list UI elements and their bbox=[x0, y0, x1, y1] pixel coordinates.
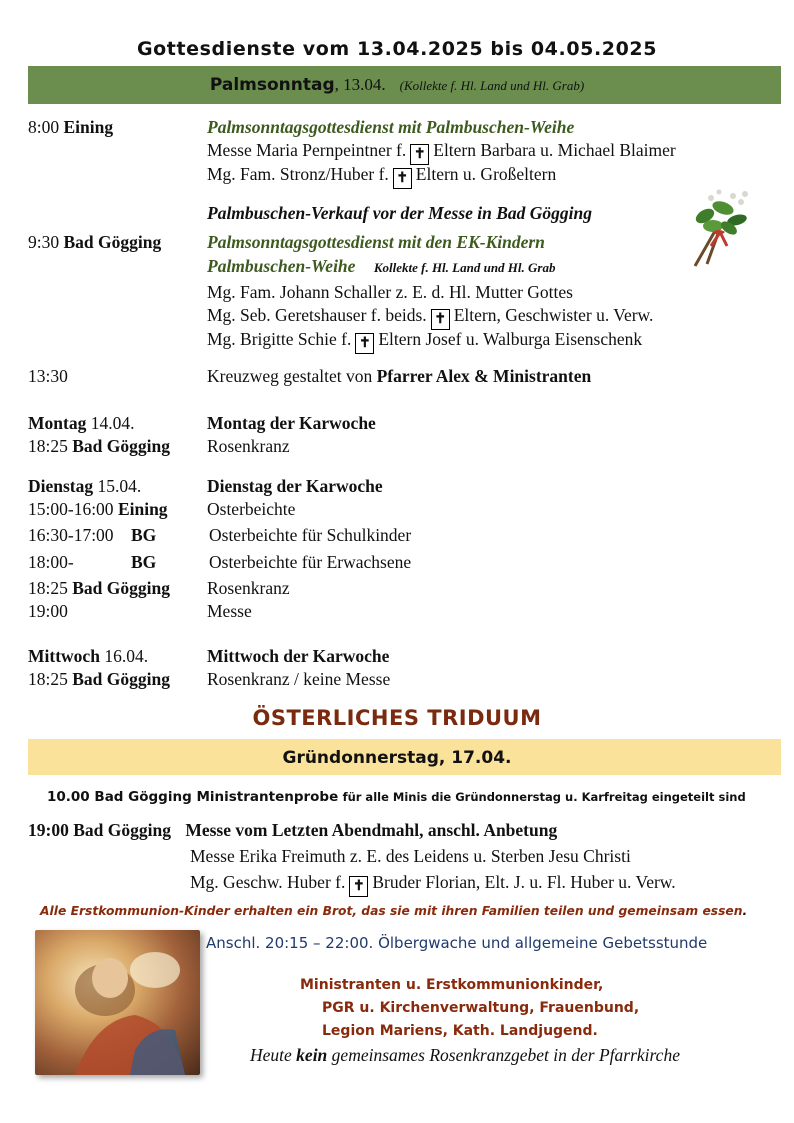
oelbergwache: Anschl. 20:15 – 22:00. Ölbergwache und allgemeine Gebetsstunde bbox=[206, 934, 708, 952]
dienstag-row-5-time: 19:00 bbox=[28, 601, 68, 621]
groups-line-3: Legion Mariens, Kath. Landjugend. bbox=[322, 1023, 598, 1039]
cross-icon: ✝ bbox=[410, 144, 429, 165]
mittwoch-text: Rosenkranz / keine Messe bbox=[207, 669, 391, 689]
dienstag-row-2-place: BG bbox=[131, 525, 157, 545]
bg-service-2: Palmbuschen-Weihe Kollekte f. Hl. Land und Hl. Grab bbox=[207, 256, 556, 276]
page-title: Gottesdienste vom 13.04.2025 bis 04.05.2025 bbox=[136, 38, 658, 60]
rosenkranz-note: Heute kein gemeinsames Rosenkranzgebet in der Pfarrkirche bbox=[250, 1045, 680, 1065]
eining-service: Palmsonntagsgottesdienst mit Palmbuschen-Weihe bbox=[207, 117, 575, 137]
palmsonntag-header bbox=[0, 75, 794, 95]
dienstag-date: Dienstag 15.04. bbox=[28, 476, 142, 496]
bg-service-1: Palmsonntagsgottesdienst mit den EK-Kindern bbox=[207, 232, 545, 252]
palmsonntag-kollekte: (Kollekte f. Hl. Land und Hl. Grab) bbox=[399, 78, 585, 93]
cross-icon: ✝ bbox=[431, 309, 450, 330]
jesus-olivet-image bbox=[35, 930, 200, 1075]
gruendonnerstag-heading: Gründonnerstag, 17.04. bbox=[282, 748, 512, 768]
dienstag-row-2-time: 16:30-17:00 bbox=[28, 525, 114, 545]
bg-intention-2: Mg. Seb. Geretshauser f. beids. ✝ Eltern, Geschwister u. Verw. bbox=[207, 305, 653, 330]
ministrantenprobe: 10.00 Bad Gögging Ministrantenprobe für alle Minis die Gründonnerstag u. Karfreitag eingeteilt sind bbox=[47, 789, 746, 805]
dienstag-row-1-time: 15:00-16:00 Eining bbox=[28, 499, 168, 519]
dienstag-row-3-time: 18:00- bbox=[28, 552, 74, 572]
bg-time-place: 9:30 Bad Gögging bbox=[28, 232, 162, 252]
palmsonntag-date: , 13.04. bbox=[334, 75, 386, 94]
gd-intention-2: Mg. Geschw. Huber f. ✝ Bruder Florian, Elt. J. u. Fl. Huber u. Verw. bbox=[190, 872, 676, 897]
eining-intention-2: Mg. Fam. Stronz/Huber f. ✝ Eltern u. Großeltern bbox=[207, 164, 556, 189]
mittwoch-title: Mittwoch der Karwoche bbox=[207, 646, 390, 666]
ek-note: Alle Erstkommunion-Kinder erhalten ein Brot, das sie mit ihren Familien teilen und gemeinsam essen. bbox=[40, 904, 748, 918]
groups-line-2: PGR u. Kirchenverwaltung, Frauenbund, bbox=[322, 1000, 640, 1016]
montag-date: Montag 14.04. bbox=[28, 413, 135, 433]
dienstag-title: Dienstag der Karwoche bbox=[207, 476, 383, 496]
kreuzweg-time: 13:30 bbox=[28, 366, 68, 386]
bg-intention-1: Mg. Fam. Johann Schaller z. E. d. Hl. Mutter Gottes bbox=[207, 282, 573, 302]
dienstag-row-3-place: BG bbox=[131, 552, 157, 572]
groups-line-1: Ministranten u. Erstkommunionkinder, bbox=[300, 977, 604, 993]
eining-intention-1: Messe Maria Pernpeintner f. ✝ Eltern Barbara u. Michael Blaimer bbox=[207, 140, 676, 165]
montag-time-place: 18:25 Bad Gögging bbox=[28, 436, 170, 456]
dienstag-row-2-text: Osterbeichte für Schulkinder bbox=[209, 525, 412, 545]
montag-title: Montag der Karwoche bbox=[207, 413, 376, 433]
dienstag-row-4-time: 18:25 Bad Gögging bbox=[28, 578, 170, 598]
palm-bouquet-icon bbox=[685, 186, 757, 268]
triduum-heading: ÖSTERLICHES TRIDUUM bbox=[252, 706, 542, 730]
palmsonntag-day: Palmsonntag bbox=[209, 75, 335, 95]
palmbuschen-verkauf: Palmbuschen-Verkauf vor der Messe in Bad Gögging bbox=[207, 203, 593, 223]
dienstag-row-5-text: Messe bbox=[207, 601, 252, 621]
mittwoch-time-place: 18:25 Bad Gögging bbox=[28, 669, 170, 689]
kreuzweg-text: Kreuzweg gestaltet von Pfarrer Alex & Ministranten bbox=[207, 366, 592, 386]
dienstag-row-4-text: Rosenkranz bbox=[207, 578, 290, 598]
montag-text: Rosenkranz bbox=[207, 436, 290, 456]
bg-intention-3: Mg. Brigitte Schie f. ✝ Eltern Josef u. Walburga Eisenschenk bbox=[207, 329, 642, 354]
dienstag-row-3-text: Osterbeichte für Erwachsene bbox=[209, 552, 412, 572]
eining-time-place: 8:00 Eining bbox=[28, 117, 114, 137]
dienstag-row-1-text: Osterbeichte bbox=[207, 499, 296, 519]
mittwoch-date: Mittwoch 16.04. bbox=[28, 646, 149, 666]
cross-icon: ✝ bbox=[393, 168, 412, 189]
gd-intention-1: Messe Erika Freimuth z. E. des Leidens u. Sterben Jesu Christi bbox=[190, 846, 631, 866]
cross-icon: ✝ bbox=[349, 876, 368, 897]
cross-icon: ✝ bbox=[355, 333, 374, 354]
abendmahl-line: 19:00 Bad Gögging Messe vom Letzten Abendmahl, anschl. Anbetung bbox=[28, 820, 558, 840]
